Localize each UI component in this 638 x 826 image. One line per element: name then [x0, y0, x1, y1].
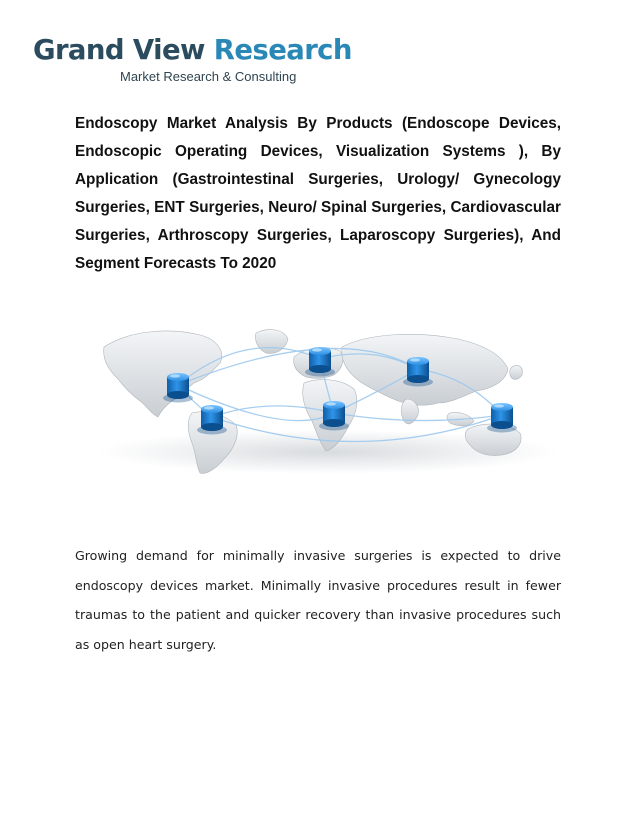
- logo-word-research: Research: [213, 34, 352, 66]
- document-body-paragraph: Growing demand for minimally invasive surgeries is expected to drive endoscopy devices market. Minimally invasive procedures result in fewer traumas to the patient and quicker recovery than invasive procedures such as open heart surgery.: [75, 548, 561, 652]
- logo-tagline: Market Research & Consulting: [120, 69, 297, 84]
- document-title: Endoscopy Market Analysis By Products (Endoscope Devices, Endoscopic Operating Devices, Visualization Systems ), By Application (Gastrointestinal Surgeries, Urology/ Gynecology Surgeries, ENT Surgeries, Neuro/ Spinal Surgeries, Cardiovascular Surgeries, Arthroscopy Surgeries, Laparoscopy Surgeries), And Segment Forecasts To 2020: [75, 115, 561, 272]
- logo-title: [33, 34, 352, 66]
- world-map-network-icon: [88, 317, 558, 477]
- world-map-network-figure: [88, 317, 558, 477]
- logo-word-grand-view: Grand View: [33, 34, 205, 66]
- company-logo: [33, 34, 352, 89]
